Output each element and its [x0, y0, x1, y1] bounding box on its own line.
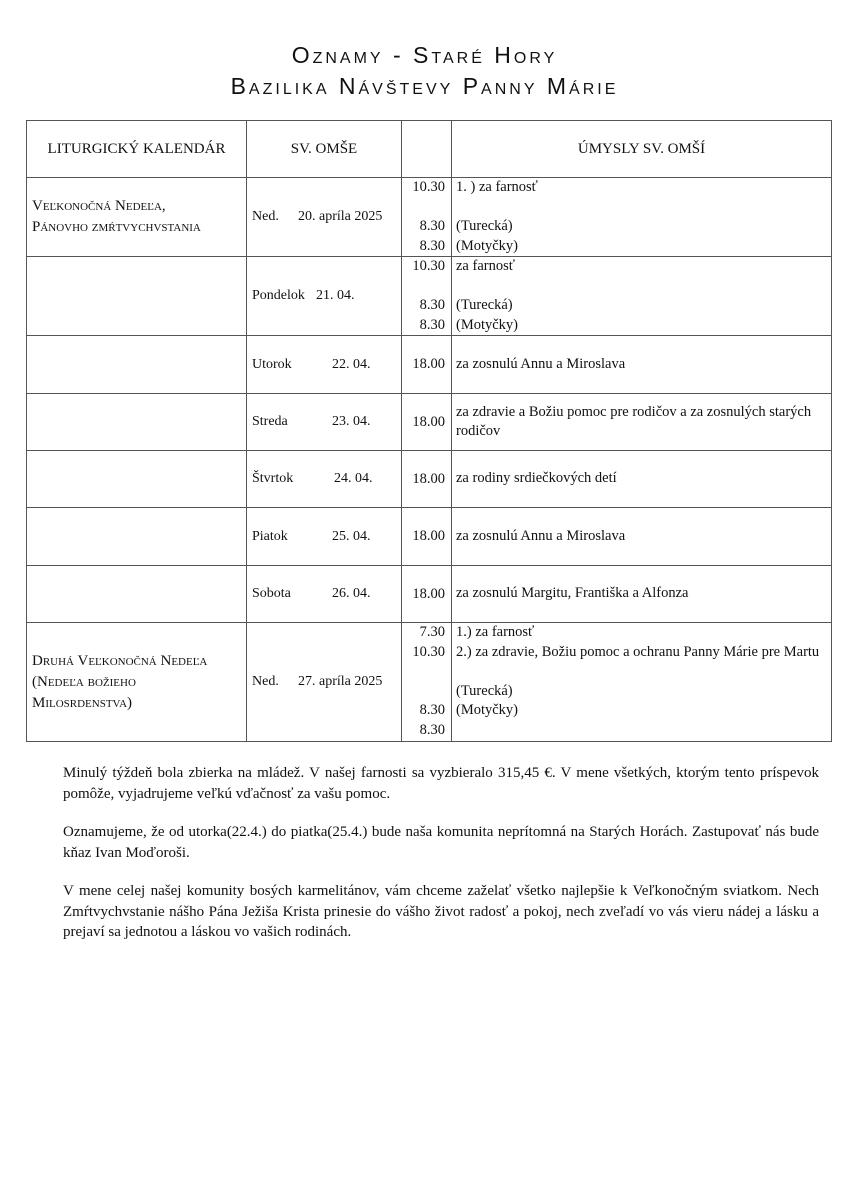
day-cell	[247, 257, 402, 336]
intention-line: za zosnulú Margitu, Františka a Alfonza	[452, 566, 832, 623]
time-cell	[402, 257, 452, 336]
liturgy-cell	[27, 451, 247, 508]
liturgy-cell	[27, 566, 247, 623]
mass-time	[402, 662, 451, 682]
mass-time: 18.00	[402, 508, 452, 566]
intention-cell	[452, 178, 832, 257]
intention-line: (Turecká)	[456, 682, 513, 699]
announcement-paragraph: Minulý týždeň bola zbierka na mládež. V našej farnosti sa vyzbieralo 315,45 €. V mene všetkých, ktorým tento príspevok pomôže, vyjadrujeme veľkú vďačnosť za vašu pomoc.	[63, 765, 819, 802]
intention-cell	[452, 257, 832, 336]
liturgy-line: Veľkonočná Nedeľa,	[32, 198, 166, 214]
time-cell	[402, 178, 452, 257]
day-date: 20. apríla 2025	[298, 209, 383, 224]
liturgy-cell	[27, 508, 247, 566]
mass-time: 8.30	[419, 218, 445, 234]
col-header-liturgy: LITURGICKÝ KALENDÁR	[27, 121, 247, 178]
mass-time: 8.30	[419, 316, 445, 333]
table-row	[27, 566, 832, 623]
col-header-intentions: ÚMYSLY SV. OMŠÍ	[452, 121, 832, 178]
day-date: 23. 04.	[332, 414, 371, 429]
liturgy-cell	[27, 394, 247, 451]
mass-time: 8.30	[419, 721, 445, 738]
table-row	[27, 394, 832, 451]
intention-line	[452, 198, 831, 218]
intention-line: za rodiny srdiečkových detí	[452, 451, 832, 508]
day-cell	[247, 178, 402, 257]
table-header-row	[27, 121, 832, 178]
day-cell	[247, 394, 402, 451]
intention-line	[452, 662, 831, 682]
day-name: Štvrtok	[252, 471, 294, 486]
mass-time: 10.30	[412, 258, 445, 274]
table-row	[27, 178, 832, 257]
mass-time: 8.30	[419, 702, 445, 718]
intention-line: za zdravie a Božiu pomoc pre rodičov a za zosnulých starých rodičov	[452, 394, 832, 451]
day-name: Streda	[252, 414, 288, 429]
mass-schedule-table	[26, 120, 832, 742]
intention-line: za farnosť	[456, 258, 515, 274]
intention-line: za zosnulú Annu a Miroslava	[452, 508, 832, 566]
day-name: Sobota	[252, 586, 291, 601]
announcement-paragraph: V mene celej našej komunity bosých karmelitánov, vám chceme zaželať všetko najlepšie k Veľkonočným sviatkom. Nech Zmŕtvychvstanie nášho Pána Ježiša Krista prinesie do vášho život radosť a pokoj, nech zveľadí vo vás vieru nádej a lásku a prejaví sa jednotou a láskou vo vašich rodinách.	[63, 883, 819, 940]
day-date: 26. 04.	[332, 586, 371, 601]
day-name: Ned.	[252, 209, 279, 224]
day-name: Pondelok	[252, 288, 305, 303]
liturgy-cell	[27, 257, 247, 336]
announcement-paragraph: Oznamujeme, že od utorka(22.4.) do piatka(25.4.) bude naša komunita neprítomná na Starých Horách. Zastupovať nás bude kňaz Ivan Moďoroši.	[63, 824, 819, 861]
day-cell	[247, 451, 402, 508]
intention-line: (Motyčky)	[456, 702, 519, 718]
day-name: Utorok	[252, 356, 292, 372]
mass-time: 18.00	[402, 566, 452, 623]
mass-time: 10.30	[412, 179, 445, 195]
day-cell	[247, 623, 402, 742]
table-row	[27, 257, 832, 336]
mass-time: 8.30	[419, 297, 445, 313]
mass-time: 7.30	[419, 624, 445, 640]
intention-line: (Motyčky)	[456, 316, 519, 333]
day-name: Piatok	[252, 528, 288, 544]
table-row	[27, 623, 832, 742]
liturgy-line: Druhá Veľkonočná Nedeľa	[32, 652, 208, 669]
intention-cell	[452, 623, 832, 742]
table-row	[27, 508, 832, 566]
table-row	[27, 451, 832, 508]
day-name: Ned.	[252, 674, 279, 689]
intention-line	[452, 277, 831, 297]
page-subtitle: Bazilika Návštevy Panny Márie	[230, 73, 619, 99]
intention-line: 1.) za farnosť	[456, 624, 535, 640]
day-cell	[247, 566, 402, 623]
mass-time: 18.00	[402, 451, 452, 508]
liturgy-line: Milosrdenstva)	[32, 694, 133, 711]
intention-line: (Turecká)	[456, 297, 513, 313]
liturgy-cell	[27, 623, 247, 742]
mass-time: 18.00	[402, 394, 452, 451]
intention-line: 1. ) za farnosť	[456, 179, 538, 195]
day-date: 21. 04.	[316, 288, 355, 303]
time-cell	[402, 623, 452, 742]
mass-time	[402, 198, 451, 218]
col-header-time	[402, 121, 452, 178]
intention-line: (Turecká)	[456, 218, 513, 234]
page-title: Oznamy - Staré Hory	[291, 42, 558, 68]
day-cell	[247, 508, 402, 566]
mass-time: 8.30	[419, 237, 445, 254]
table-row	[27, 336, 832, 394]
liturgy-line: (Nedeľa božieho	[32, 673, 136, 690]
day-date: 27. apríla 2025	[298, 674, 383, 689]
col-header-masses: SV. OMŠE	[247, 121, 402, 178]
day-date: 24. 04.	[334, 471, 373, 486]
liturgy-cell	[27, 336, 247, 394]
liturgy-cell	[27, 178, 247, 257]
intention-line: (Motyčky)	[456, 237, 519, 254]
mass-time: 18.00	[402, 336, 452, 394]
intention-line: za zosnulú Annu a Miroslava	[452, 336, 832, 394]
liturgy-line: Pánovho zmŕtvychvstania	[32, 219, 201, 235]
mass-time	[402, 682, 451, 702]
mass-time: 10.30	[412, 643, 445, 660]
day-cell	[247, 336, 402, 394]
day-date: 25. 04.	[332, 528, 371, 544]
mass-time	[402, 277, 451, 297]
day-date: 22. 04.	[332, 356, 371, 372]
intention-line: 2.) za zdravie, Božiu pomoc a ochranu Panny Márie pre Martu	[456, 643, 820, 660]
